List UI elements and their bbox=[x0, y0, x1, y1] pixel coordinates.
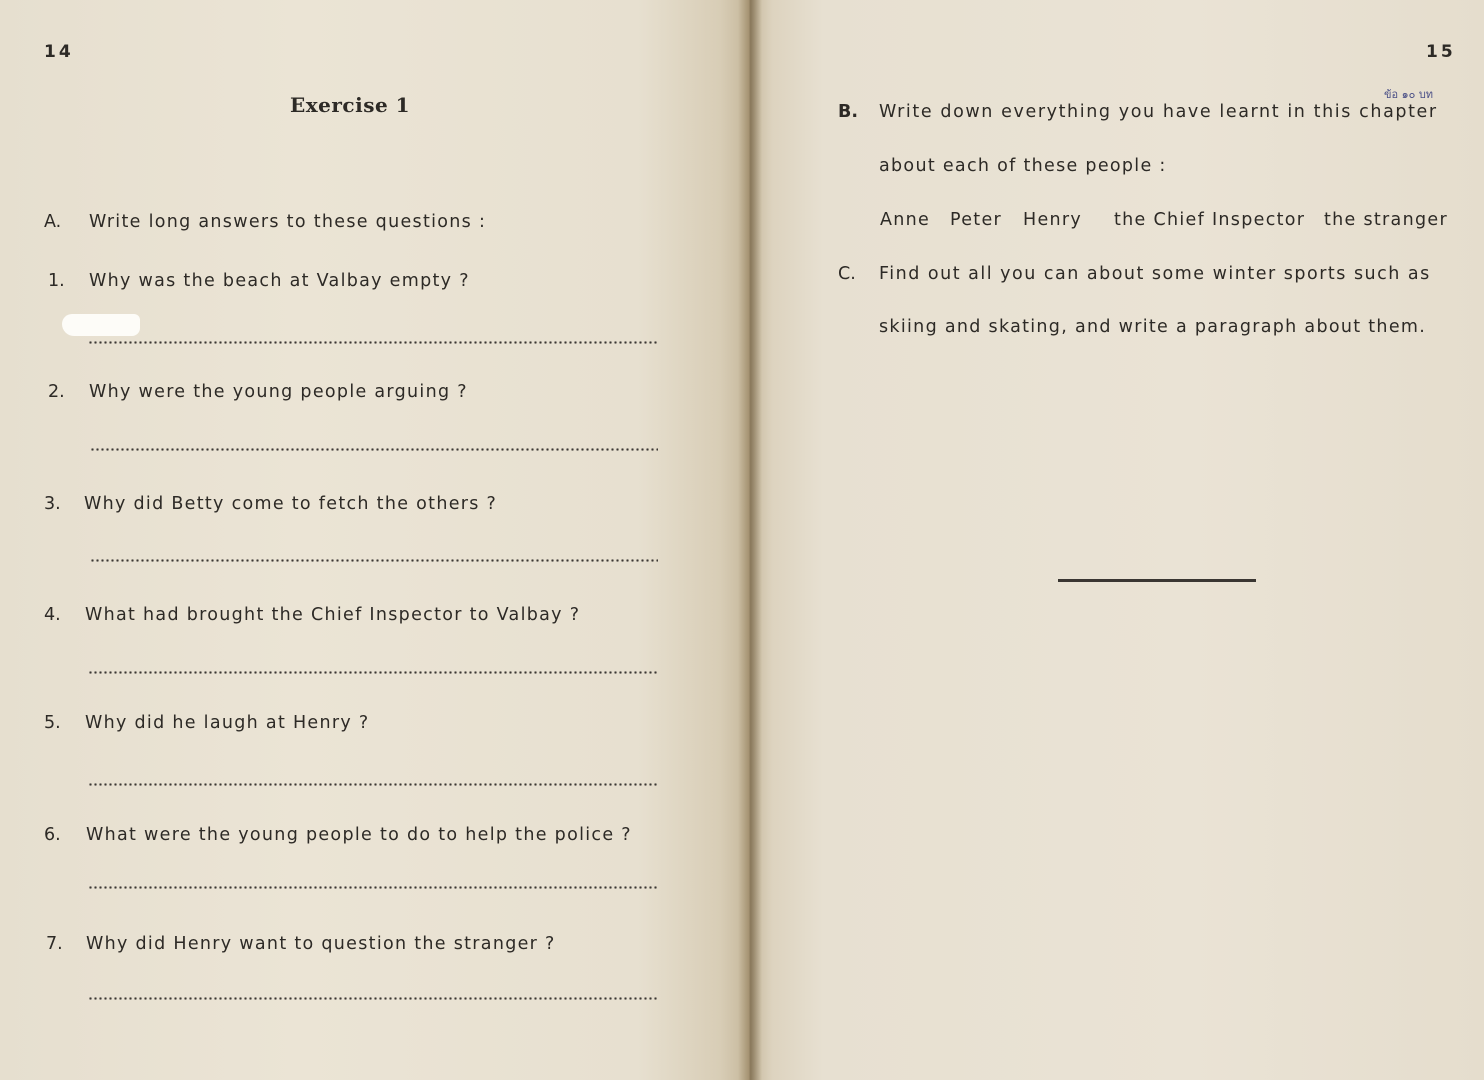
question-number: 4. bbox=[44, 605, 61, 625]
answer-line[interactable] bbox=[88, 783, 658, 786]
person-name: Peter bbox=[950, 210, 1003, 230]
section-b-label: B. bbox=[838, 102, 858, 122]
question-number: 3. bbox=[44, 494, 61, 514]
section-a-label: A. bbox=[44, 212, 62, 232]
correction-mark bbox=[62, 314, 140, 336]
question-text: What had brought the Chief Inspector to Valbay ? bbox=[85, 605, 581, 625]
answer-line[interactable] bbox=[88, 886, 658, 889]
question-text: Why did Henry want to question the stranger ? bbox=[86, 934, 556, 954]
question-text: Why did Betty come to fetch the others ? bbox=[84, 494, 498, 514]
answer-line[interactable] bbox=[90, 559, 658, 562]
question-number: 7. bbox=[46, 934, 63, 954]
question-text: Why was the beach at Valbay empty ? bbox=[89, 271, 470, 291]
page-number-right: 15 bbox=[1426, 42, 1456, 62]
section-a-instruction: Write long answers to these questions : bbox=[89, 212, 487, 232]
answer-line[interactable] bbox=[88, 341, 658, 344]
question-number: 6. bbox=[44, 825, 61, 845]
exercise-title: Exercise 1 bbox=[290, 93, 411, 117]
answer-line[interactable] bbox=[88, 997, 658, 1000]
book-gutter bbox=[738, 0, 762, 1080]
question-text: Why were the young people arguing ? bbox=[89, 382, 468, 402]
section-b-line1: Write down everything you have learnt in this chapter bbox=[879, 102, 1438, 122]
person-name: Henry bbox=[1023, 210, 1083, 230]
right-page bbox=[750, 0, 1484, 1080]
section-c-label: C. bbox=[838, 264, 856, 284]
question-number: 2. bbox=[48, 382, 65, 402]
answer-line[interactable] bbox=[88, 671, 658, 674]
handwritten-note: ข้อ ๑๐ บท bbox=[1384, 88, 1434, 101]
page-number-left: 14 bbox=[44, 42, 74, 62]
question-text: What were the young people to do to help the police ? bbox=[86, 825, 632, 845]
question-number: 5. bbox=[44, 713, 61, 733]
section-c-line1: Find out all you can about some winter sports such as bbox=[879, 264, 1431, 284]
person-name: Anne bbox=[880, 210, 931, 230]
question-number: 1. bbox=[48, 271, 65, 291]
person-name: the Chief Inspector bbox=[1114, 210, 1306, 230]
question-text: Why did he laugh at Henry ? bbox=[85, 713, 370, 733]
person-name: the stranger bbox=[1324, 210, 1448, 230]
answer-line[interactable] bbox=[90, 448, 658, 451]
section-b-line2: about each of these people : bbox=[879, 156, 1167, 176]
end-rule bbox=[1058, 579, 1256, 582]
section-c-line2: skiing and skating, and write a paragraph about them. bbox=[879, 317, 1427, 337]
